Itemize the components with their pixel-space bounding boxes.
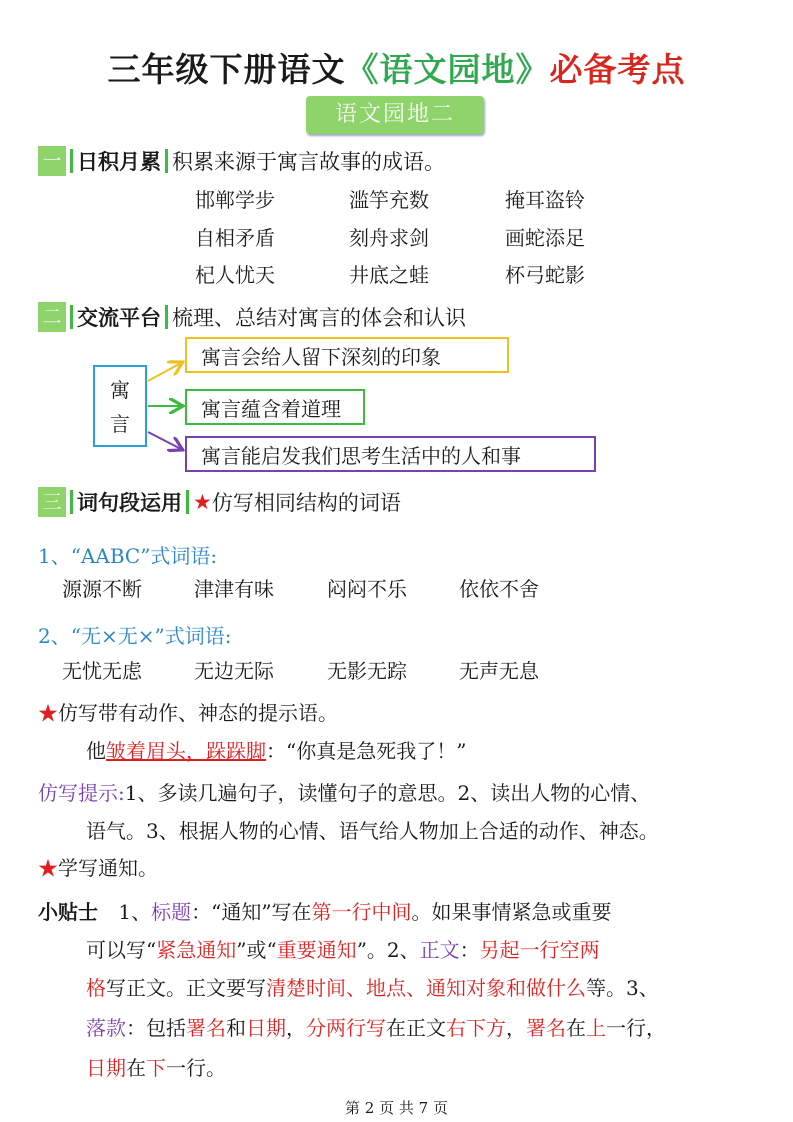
center-char: 言 — [110, 412, 130, 436]
tips-text: 一行。 — [166, 1056, 226, 1080]
tips-text: 日期 — [86, 1056, 126, 1080]
hint-line-2: 语气。3、根据人物的心情、语气给人物加上合适的动作、神态。 — [86, 819, 659, 843]
word: 源源不断 — [62, 577, 142, 601]
tips-text: 等。3、 — [586, 976, 659, 1000]
sub1-label: 1、“AABC”式词语: — [38, 544, 218, 568]
tips-text: 右下方 — [446, 1016, 506, 1040]
tips-text: 第一行中间 — [311, 900, 412, 924]
tips-text: 在正文 — [386, 1016, 446, 1040]
tips-text: ”。2、 — [356, 938, 420, 962]
tips-text: 落款 — [86, 1016, 126, 1040]
word: 闷闷不乐 — [327, 577, 407, 601]
tips-text: 上 — [586, 1016, 606, 1040]
star-line-3 — [38, 852, 158, 881]
idiom: 滥竽充数 — [349, 188, 429, 212]
idiom: 杞人忧天 — [195, 263, 275, 287]
tips-line-4 — [86, 1012, 666, 1041]
mindmap-arrows — [145, 345, 190, 470]
divider — [165, 149, 168, 173]
tips-text: 格 — [86, 976, 106, 1000]
section3-header — [38, 487, 401, 517]
page-footer: 第 2 页 共 7 页 — [345, 1099, 448, 1117]
star3-text: 学写通知。 — [58, 856, 158, 880]
tips-text: ：“通知”写在 — [191, 900, 312, 924]
tips-text: 可以写“ — [86, 938, 157, 962]
tips-text: 另起一行空两 — [479, 938, 600, 962]
center-char: 寓 — [110, 378, 130, 402]
section2-desc: 梳理、总结对寓言的体会和认识 — [172, 306, 466, 330]
tips-text: 1、 — [118, 900, 152, 924]
arrow-purple — [148, 432, 181, 449]
star-icon: ★ — [38, 701, 58, 725]
title-part3: 必备考点 — [549, 50, 686, 89]
divider — [70, 490, 73, 514]
tips-line-3 — [86, 972, 659, 1001]
idiom: 井底之蛙 — [349, 263, 429, 287]
idiom: 刻舟求剑 — [349, 226, 429, 250]
word: 津津有味 — [194, 577, 274, 601]
section3-number: 三 — [38, 487, 66, 517]
divider — [186, 490, 189, 514]
yuyan-box-2: 寓言蕴含着道理 — [185, 389, 365, 425]
yuyan-box-1: 寓言会给人留下深刻的印象 — [185, 337, 509, 373]
section2-number: 二 — [38, 302, 66, 332]
idiom: 画蛇添足 — [505, 226, 585, 250]
title-part2: 《语文园地》 — [345, 50, 550, 89]
page-title — [0, 44, 793, 91]
star-icon: ★ — [38, 856, 58, 880]
yuyan-box-3: 寓言能启发我们思考生活中的人和事 — [185, 436, 596, 472]
star2-text: 仿写带有动作、神态的提示语。 — [58, 701, 338, 725]
section1-header — [38, 146, 445, 176]
tips-text: ， — [506, 1016, 526, 1040]
idiom: 掩耳盗铃 — [505, 188, 585, 212]
word: 无影无踪 — [327, 659, 407, 683]
idiom: 自相矛盾 — [195, 226, 275, 250]
tips-text: 清楚时间、地点、通知对象和做什么 — [266, 976, 586, 1000]
tips-label: 小贴士 — [38, 900, 98, 924]
tips-text: 下 — [146, 1056, 166, 1080]
section2-header — [38, 302, 466, 332]
section-badge: 语文园地二 — [306, 96, 484, 134]
tips-text: ： — [459, 938, 480, 962]
tips-text: ：包括 — [126, 1016, 186, 1040]
tips-text: 署名 — [186, 1016, 226, 1040]
tips-text: 在 — [126, 1056, 146, 1080]
idiom: 杯弓蛇影 — [505, 263, 585, 287]
section1-title: 日积月累 — [77, 150, 161, 174]
divider — [165, 305, 168, 329]
tips-text: ， — [286, 1016, 306, 1040]
section2-title: 交流平台 — [77, 306, 161, 330]
section3-title: 词句段运用 — [77, 491, 182, 515]
word: 无边无际 — [194, 659, 274, 683]
section1-number: 一 — [38, 146, 66, 176]
hint-text-1: 1、多读几遍句子，读懂句子的意思。2、读出人物的心情、 — [124, 781, 651, 805]
section3-desc: 仿写相同结构的词语 — [211, 491, 401, 515]
divider — [70, 305, 73, 329]
hint-line-1 — [38, 777, 650, 806]
tips-text: 署名 — [526, 1016, 566, 1040]
example-sentence — [86, 735, 466, 764]
star-line-2 — [38, 697, 338, 726]
tips-text: 紧急通知 — [156, 938, 237, 962]
tips-text: 写正文。正文要写 — [106, 976, 266, 1000]
tips-line-2 — [86, 934, 600, 963]
hint-label: 仿写提示: — [38, 781, 125, 805]
tips-line-5 — [86, 1052, 226, 1081]
sub2-label: 2、“无×无×”式词语: — [38, 624, 232, 648]
star-icon: ★ — [193, 490, 212, 514]
arrow-yellow — [148, 363, 181, 381]
idiom: 邯郸学步 — [195, 188, 275, 212]
word: 无声无息 — [459, 659, 539, 683]
divider — [70, 149, 73, 173]
tips-text: 日期 — [246, 1016, 286, 1040]
tips-text: 正文 — [419, 938, 460, 962]
tips-text: 和 — [226, 1016, 246, 1040]
example-underlined: 皱着眉头，跺跺脚 — [106, 739, 266, 763]
section1-desc: 积累来源于寓言故事的成语。 — [172, 150, 445, 174]
tips-text: 。如果事情紧急或重要 — [411, 900, 612, 924]
example-pre: 他 — [86, 739, 106, 763]
yuyan-center-box — [93, 365, 147, 447]
title-part1: 三年级下册语文 — [107, 50, 346, 89]
example-post: ：“你真是急死我了！” — [266, 739, 467, 763]
tips-text: 一行， — [606, 1016, 666, 1040]
tips-text: ”或“ — [236, 938, 277, 962]
word: 依依不舍 — [459, 577, 539, 601]
tips-line-1 — [38, 896, 612, 925]
tips-text: 分两行写 — [306, 1016, 386, 1040]
word: 无忧无虑 — [62, 659, 142, 683]
tips-text: 标题 — [151, 900, 192, 924]
tips-text: 在 — [566, 1016, 586, 1040]
tips-text: 重要通知 — [276, 938, 357, 962]
